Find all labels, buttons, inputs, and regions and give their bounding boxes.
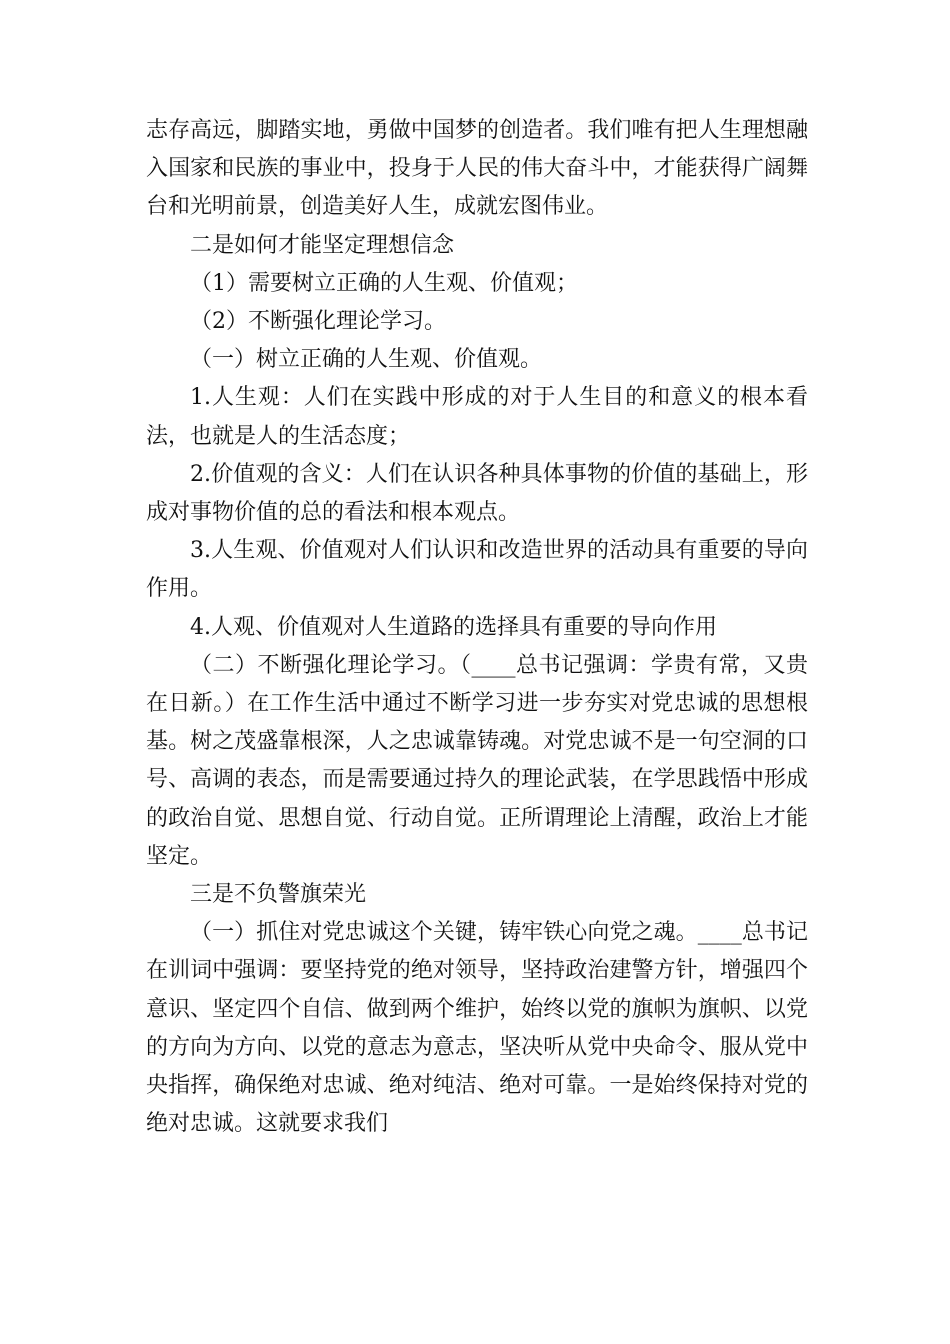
section-three-paragraph: （一）抓住对党忠诚这个关键，铸牢铁心向党之魂。____总书记在训词中强调：要坚持党的绝对领导，坚持政治建警方针，增强四个意识、坚定四个自信、做到两个维护，始终以党的旗帜为旗帜、以党的方向为方向、以党的意志为意志，坚决听从党中央命令、服从党中央指挥，确保绝对忠诚、绝对纯洁、绝对可靠。一是始终保持对党的绝对忠诚。这就要求我们 [146,920,808,1137]
paragraph-continuation: 志存高远，脚踏实地，勇做中国梦的创造者。我们唯有把人生理想融入国家和民族的事业中，投身于人民的伟大奋斗中，才能获得广阔舞台和光明前景，创造美好人生，成就宏图伟业。 [146,118,808,220]
point-1: 1.人生观：人们在实践中形成的对于人生目的和意义的根本看法，也就是人的生活态度； [146,385,808,449]
point-2: 2.价值观的含义：人们在认识各种具体事物的价值的基础上，形成对事物价值的总的看法和根本观点。 [146,461,808,526]
heading-section-two: 二是如何才能坚定理想信念 [190,232,455,258]
document-body [146,112,808,1143]
list-item-2: （2）不断强化理论学习。 [190,309,446,335]
list-item-1: （1）需要树立正确的人生观、价值观； [190,270,578,296]
heading-section-three: 三是不负警旗荣光 [190,882,367,908]
point-3: 3.人生观、价值观对人们认识和改造世界的活动具有重要的导向作用。 [146,538,808,602]
subheading-one: （一）树立正确的人生观、价值观。 [190,347,543,373]
subheading-two-paragraph: （二）不断强化理论学习。（____总书记强调：学贵有常，又贵在日新。）在工作生活中通过不断学习进一步夯实对党忠诚的思想根基。树之茂盛靠根深，人之忠诚靠铸魂。对党忠诚不是一句空洞的口号、高调的表态，而是需要通过持久的理论武装，在学思践悟中形成的政治自觉、思想自觉、行动自觉。正所谓理论上清醒，政治上才能坚定。 [146,652,808,869]
point-4: 4.人观、价值观对人生道路的选择具有重要的导向作用 [190,614,717,640]
